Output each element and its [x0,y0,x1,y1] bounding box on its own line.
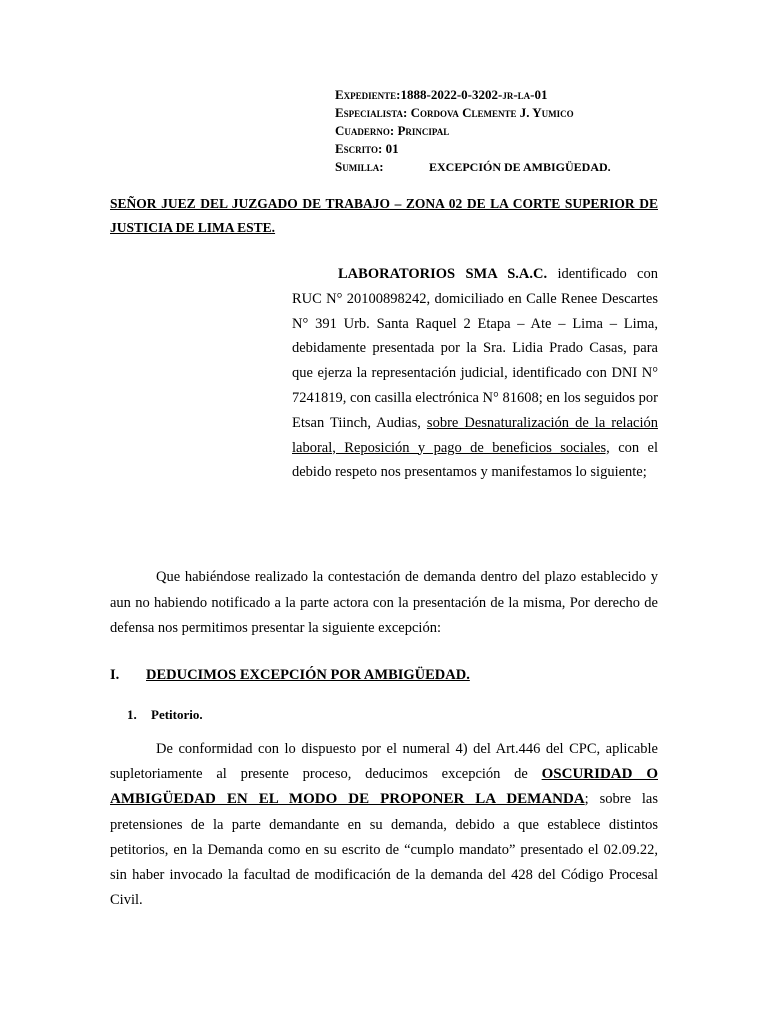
escrito-label: Escrito: [335,141,383,156]
paragraph-2-text-2: ; sobre las pretensiones de la parte demandante en su demanda, debido a que establece distintos petitorios, en la Demanda como en su escrito de “cumplo mandato” presentado el 02.09.22, sin haber invocado la facultad de modificación de la demanda del 428 del Código Procesal Civil. [110,791,659,909]
introduction-paragraph [292,262,658,485]
paragraph-2-emphasis: OSCURIDAD O AMBIGÜEDAD EN EL MODO DE PROPONER LA DEMANDA [110,766,658,808]
addressee-heading: SEÑOR JUEZ DEL JUZGADO DE TRABAJO – ZONA 02 DE LA CORTE SUPERIOR DE JUSTICIA DE LIMA ESTE. [110,196,658,235]
cuaderno-label: Cuaderno: [335,123,395,138]
paragraph-1-text: Que habiéndose realizado la contestación de demanda dentro del plazo establecido y aun no habiendo notificado a la parte actora con la presentación de la misma, Por derecho de defensa nos permitimos presentar la siguiente excepción: [110,569,658,636]
expediente-line [335,86,611,104]
paragraph-2-text-1: De conformidad con lo dispuesto por el numeral 4) del Art.446 del CPC, aplicable supletoriamente al presente proceso, deducimos excepción de [110,741,658,783]
intro-text-2: con el debido respeto nos presentamos y manifestamos lo siguiente; [292,439,659,481]
expediente-label: Expediente: [335,87,401,102]
section-heading [110,667,470,684]
subsection-number: 1. [127,707,137,722]
company-name: LABORATORIOS SMA S.A.C. [338,266,548,282]
body-paragraph-1 [110,565,658,642]
escrito-line [335,140,611,158]
escrito-value: 01 [385,141,399,156]
section-number: I. [110,667,120,683]
intro-subject: sobre Desnaturalización de la relación laboral, Reposición y pago de beneficios sociales, [292,414,658,456]
especialista-value: Cordova Clemente J. Yumico [410,105,574,120]
cuaderno-line [335,122,611,140]
case-header [335,86,611,176]
especialista-line [335,104,611,122]
sumilla-line [335,158,611,176]
especialista-label: Especialista: [335,105,408,120]
subsection-title: Petitorio. [151,707,203,722]
cuaderno-value: Principal [397,123,450,138]
sumilla-value: EXCEPCIÓN DE AMBIGÜEDAD. [429,160,611,174]
intro-text-1: identificado con RUC N° 20100898242, domiciliado en Calle Renee Descartes N° 391 Urb. Santa Raquel 2 Etapa – Ate – Lima – Lima, debidamente presentada por la Sra. Lidia Prado Casas, para que ejerza la representación judicial, identificado con DNI N° 7241819, con casilla electrónica N° 81608; en los seguidos por Etsan Tiinch, Audias, [292,266,658,431]
subsection-heading [127,707,203,723]
body-paragraph-2 [110,737,658,913]
expediente-value: 1888-2022-0-3202-jr-la-01 [400,87,548,102]
sumilla-label: Sumilla: [335,159,384,174]
section-title: DEDUCIMOS EXCEPCIÓN POR AMBIGÜEDAD. [146,667,470,683]
